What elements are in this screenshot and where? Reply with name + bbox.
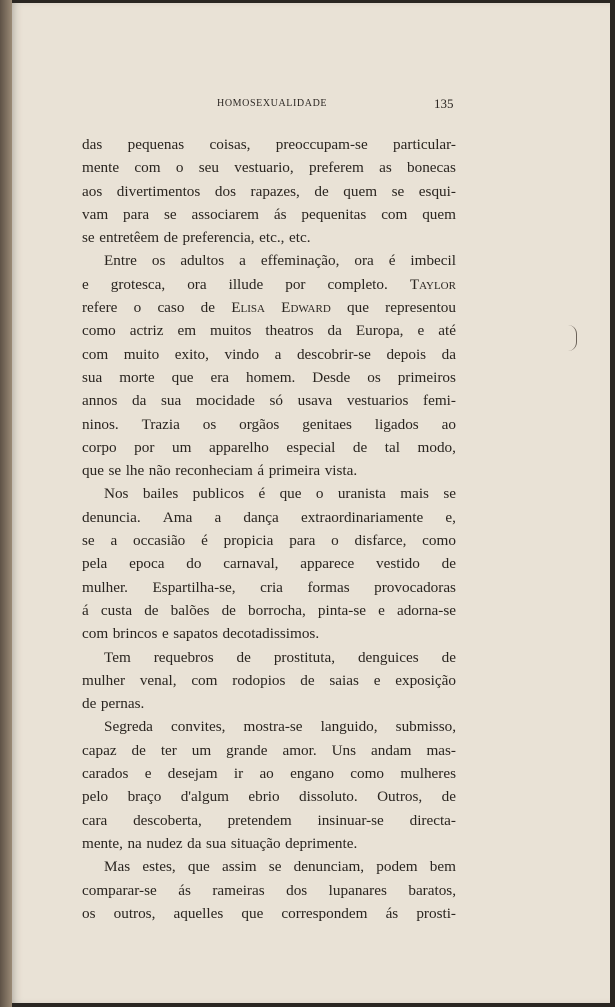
word: o — [133, 299, 142, 317]
word: e, — [445, 508, 456, 526]
text-line — [82, 622, 456, 645]
word: theatros — [265, 322, 314, 340]
text-line — [82, 832, 456, 855]
word: um — [191, 741, 212, 759]
word: actriz — [129, 322, 164, 340]
word: apparelho — [208, 438, 269, 456]
text-line — [82, 156, 456, 179]
word: não — [148, 462, 171, 480]
word: uranista — [337, 485, 386, 503]
word: sapatos — [173, 625, 218, 643]
text-line — [82, 879, 456, 902]
word: quem — [343, 182, 378, 200]
word: ao — [259, 765, 274, 783]
word: imbecil — [410, 252, 456, 270]
margin-pencil-mark — [568, 325, 577, 351]
page-header — [12, 98, 610, 118]
word: pernas. — [100, 695, 145, 713]
text-line — [82, 506, 456, 529]
word: vestuario, — [234, 159, 294, 177]
word: se — [391, 182, 405, 200]
word: preoccupam-se — [275, 136, 368, 153]
word: ás — [273, 205, 287, 223]
word: languido, — [320, 718, 378, 736]
word: dança — [243, 508, 279, 526]
word: para — [123, 205, 150, 223]
text-line — [82, 366, 456, 389]
word: de — [221, 601, 236, 619]
text-line — [82, 762, 456, 785]
word: Trazia — [141, 415, 180, 433]
word: é — [388, 252, 396, 270]
word: pelo — [82, 788, 109, 806]
word: femi- — [423, 392, 456, 410]
word: só — [269, 392, 284, 410]
text-line — [82, 180, 456, 203]
word: ligados — [374, 415, 419, 433]
word: etc., — [259, 229, 285, 247]
word: de — [441, 648, 456, 666]
word: de — [300, 671, 315, 689]
word: dissoluto. — [299, 788, 358, 806]
word: para — [289, 532, 316, 550]
page-number: 135 — [434, 96, 454, 111]
word: Tem — [104, 648, 131, 666]
word: lhe — [125, 462, 145, 480]
word: esqui- — [418, 182, 456, 200]
word: comparar-se — [82, 881, 157, 899]
word: divertimentos — [116, 182, 201, 200]
word: pinta-se — [317, 601, 366, 619]
word: de — [314, 182, 329, 200]
word: etc. — [289, 229, 311, 247]
word: correspondem — [281, 904, 368, 922]
word: homem. — [245, 368, 296, 386]
word: submisso, — [395, 718, 456, 736]
word: decotadissimos. — [222, 625, 320, 643]
word: dos — [214, 182, 236, 200]
book-gutter-shadow — [0, 0, 12, 1007]
word: Taylor — [409, 275, 456, 293]
word: Europa, — [355, 322, 404, 340]
word: que — [187, 858, 210, 876]
word: Mas — [104, 858, 131, 876]
text-line — [82, 599, 456, 622]
word: corpo — [82, 438, 117, 456]
word: cara — [82, 811, 108, 829]
word: ora — [354, 252, 374, 270]
word: de — [82, 695, 97, 713]
word: deprimente. — [285, 834, 358, 852]
word: adorna-se — [396, 601, 456, 619]
text-line — [82, 692, 456, 715]
word: convites, — [171, 718, 226, 736]
word: andam — [371, 741, 412, 759]
word: exposição — [395, 671, 456, 689]
word: os — [82, 904, 96, 922]
text-line — [82, 669, 456, 692]
word: descoberta, — [133, 811, 202, 829]
word: balões — [170, 601, 210, 619]
word: Nos — [104, 485, 129, 503]
word: Elisa — [231, 299, 265, 317]
word: com — [381, 205, 408, 223]
word: os — [151, 252, 166, 270]
word: Espartilha-se, — [152, 578, 236, 596]
word: caso — [157, 299, 185, 317]
word: de — [441, 788, 456, 806]
word: e — [144, 765, 152, 783]
word: exito, — [174, 345, 209, 363]
word: a — [110, 532, 118, 550]
word: vam — [82, 205, 109, 223]
word: carados — [82, 765, 129, 783]
word: desejam — [167, 765, 218, 783]
word: vindo — [224, 345, 260, 363]
text-line — [82, 529, 456, 552]
word: da — [441, 345, 456, 363]
word: as — [379, 159, 392, 177]
word: á — [82, 601, 89, 619]
word: disfarce, — [354, 532, 407, 550]
word: provocadoras — [374, 578, 456, 596]
paragraph — [82, 715, 456, 855]
text-line — [82, 576, 456, 599]
word: usava — [297, 392, 333, 410]
word: se — [268, 858, 282, 876]
word: das — [82, 136, 103, 153]
word: quem — [422, 205, 456, 223]
word: Outros, — [377, 788, 423, 806]
word: insinuar-se — [317, 811, 384, 829]
word: ora — [187, 275, 207, 293]
word: mulher — [82, 671, 126, 689]
text-line — [82, 739, 456, 762]
word: mas- — [426, 741, 456, 759]
text-line — [82, 809, 456, 832]
word: adultos — [180, 252, 225, 270]
word: prosti- — [416, 904, 456, 922]
word: da — [132, 392, 147, 410]
paragraph — [82, 646, 456, 716]
word: illude — [228, 275, 264, 293]
word: effeminação, — [260, 252, 340, 270]
word: genitaes — [302, 415, 352, 433]
word: com — [82, 345, 109, 363]
word: mais — [400, 485, 429, 503]
body-text — [82, 133, 456, 925]
word: é — [201, 532, 208, 550]
text-line — [82, 343, 456, 366]
word: custa — [100, 601, 133, 619]
word: primeiros — [397, 368, 456, 386]
word: um — [171, 438, 192, 456]
word: que — [347, 299, 369, 317]
word: se — [82, 532, 95, 550]
word: pela — [82, 555, 108, 573]
word: pequenitas — [301, 205, 367, 223]
paragraph — [82, 249, 456, 482]
word: ao — [441, 415, 456, 433]
word: grotesca, — [110, 275, 166, 293]
text-line — [82, 296, 456, 319]
word: reconheciam — [175, 462, 253, 480]
word: preferencia, — [182, 229, 255, 247]
word: refere — [82, 299, 118, 317]
word: da — [187, 834, 202, 852]
text-line — [82, 133, 456, 156]
word: descobrir-se — [296, 345, 371, 363]
word: de — [352, 438, 368, 456]
word: rodopios — [232, 671, 286, 689]
word: saias — [329, 671, 359, 689]
word: mostra-se — [243, 718, 303, 736]
paragraph — [82, 133, 456, 249]
word: d'algum — [180, 788, 229, 806]
word: mulher. — [82, 578, 128, 596]
word: com — [82, 625, 109, 643]
word: Entre — [104, 252, 137, 270]
word: nudez — [146, 834, 183, 852]
word: rapazes, — [250, 182, 300, 200]
word: ter — [160, 741, 177, 759]
word: requebros — [153, 648, 214, 666]
word: aos — [82, 182, 103, 200]
word: até — [438, 322, 456, 340]
word: apparece — [300, 555, 355, 573]
paragraph — [82, 482, 456, 645]
word: e — [82, 275, 89, 293]
word: de — [144, 601, 159, 619]
word: denuncia. — [82, 508, 141, 526]
paragraph — [82, 855, 456, 925]
word: com — [134, 159, 161, 177]
word: como — [422, 532, 456, 550]
word: mulheres — [400, 765, 456, 783]
text-line — [82, 273, 456, 296]
word: bem — [429, 858, 456, 876]
word: orgãos — [239, 415, 280, 433]
word: ebrio — [248, 788, 280, 806]
word: venal, — [139, 671, 177, 689]
text-line — [82, 855, 456, 878]
word: annos — [82, 392, 118, 410]
word: que — [82, 462, 104, 480]
word: rameiras — [212, 881, 265, 899]
word: sua — [161, 392, 182, 410]
word: denguices — [357, 648, 419, 666]
book-page — [12, 3, 610, 1003]
word: vestido — [376, 555, 420, 573]
word: como — [82, 322, 116, 340]
word: amor. — [282, 741, 317, 759]
word: Segreda — [104, 718, 153, 736]
word: dos — [286, 881, 308, 899]
word: denunciam, — [293, 858, 365, 876]
word: lupanares — [328, 881, 387, 899]
word: baratos, — [408, 881, 456, 899]
word: de — [163, 229, 178, 247]
word: bonecas — [407, 159, 456, 177]
word: ás — [385, 904, 399, 922]
word: podem — [376, 858, 418, 876]
word: se — [82, 229, 95, 247]
text-line — [82, 902, 456, 925]
word: muitos — [210, 322, 252, 340]
word: publicos — [192, 485, 245, 503]
word: o — [331, 532, 339, 550]
word: de — [131, 741, 146, 759]
text-line — [82, 715, 456, 738]
word: de — [236, 648, 251, 666]
word: da — [327, 322, 342, 340]
word: e — [161, 625, 169, 643]
word: mente, — [82, 834, 123, 852]
word: ninos. — [82, 415, 119, 433]
word: na — [127, 834, 142, 852]
word: representou — [385, 299, 456, 317]
word: particular- — [393, 136, 456, 153]
word: Edward — [281, 299, 331, 317]
word: os — [202, 415, 217, 433]
text-line — [82, 413, 456, 436]
word: modo, — [417, 438, 456, 456]
word: e — [378, 601, 385, 619]
word: se — [164, 205, 177, 223]
word: e — [417, 322, 425, 340]
word: occasião — [133, 532, 186, 550]
word: vista. — [324, 462, 358, 480]
word: especial — [286, 438, 336, 456]
word: se — [108, 462, 122, 480]
word: coisas, — [209, 136, 251, 153]
word: cria — [260, 578, 283, 596]
word: bailes — [142, 485, 179, 503]
word: directa- — [409, 811, 456, 829]
text-line — [82, 785, 456, 808]
word: propicia — [223, 532, 274, 550]
word: o — [315, 485, 324, 503]
word: que — [241, 904, 264, 922]
word: e — [373, 671, 381, 689]
word: os — [367, 368, 381, 386]
word: ás — [178, 881, 191, 899]
word: borrocha, — [248, 601, 306, 619]
word: associarem — [191, 205, 259, 223]
text-line — [82, 319, 456, 342]
word: outros, — [113, 904, 156, 922]
word: depois — [386, 345, 427, 363]
text-line — [82, 646, 456, 669]
word: Ama — [162, 508, 193, 526]
running-title: HOMOSEXUALIDADE — [217, 98, 328, 109]
word: de — [200, 299, 215, 317]
word: epoca — [129, 555, 165, 573]
word: a — [274, 345, 282, 363]
word: completo. — [327, 275, 388, 293]
word: a — [214, 508, 222, 526]
word: por — [285, 275, 306, 293]
word: tal — [384, 438, 400, 456]
word: capaz — [82, 741, 117, 759]
text-line — [82, 226, 456, 249]
word: morte — [119, 368, 155, 386]
word: ir — [233, 765, 244, 783]
word: assim — [221, 858, 257, 876]
word: Uns — [331, 741, 357, 759]
word: sua — [206, 834, 227, 852]
word: mente — [82, 159, 120, 177]
word: Desde — [312, 368, 351, 386]
word: formas — [307, 578, 350, 596]
word: vestuarios — [346, 392, 409, 410]
word: como — [350, 765, 385, 783]
word: carnaval, — [223, 555, 279, 573]
word: com — [191, 671, 218, 689]
text-line — [82, 389, 456, 412]
word: muito — [123, 345, 160, 363]
word: em — [177, 322, 197, 340]
text-line — [82, 459, 456, 482]
word: que — [171, 368, 194, 386]
word: por — [134, 438, 155, 456]
word: o — [175, 159, 184, 177]
word: seu — [198, 159, 219, 177]
text-line — [82, 203, 456, 226]
word: aquelles — [173, 904, 224, 922]
word: brincos — [112, 625, 158, 643]
word: a — [239, 252, 246, 270]
word: que — [279, 485, 302, 503]
word: mocidade — [195, 392, 255, 410]
word: era — [210, 368, 230, 386]
word: preferem — [308, 159, 364, 177]
text-line — [82, 482, 456, 505]
word: sua — [82, 368, 103, 386]
text-line — [82, 436, 456, 459]
word: engano — [290, 765, 334, 783]
word: á — [257, 462, 265, 480]
word: situação — [230, 834, 281, 852]
word: é — [258, 485, 266, 503]
word: extraordinariamente — [300, 508, 424, 526]
word: estes, — [142, 858, 176, 876]
text-line — [82, 249, 456, 272]
word: braço — [127, 788, 162, 806]
word: prostituta, — [273, 648, 335, 666]
word: do — [186, 555, 202, 573]
word: de — [441, 555, 456, 573]
word: grande — [226, 741, 268, 759]
word: se — [443, 485, 456, 503]
word: pequenas — [127, 136, 185, 153]
word: pretendem — [227, 811, 292, 829]
word: primeira — [268, 462, 321, 480]
word: entretêem — [99, 229, 160, 247]
text-line — [82, 552, 456, 575]
